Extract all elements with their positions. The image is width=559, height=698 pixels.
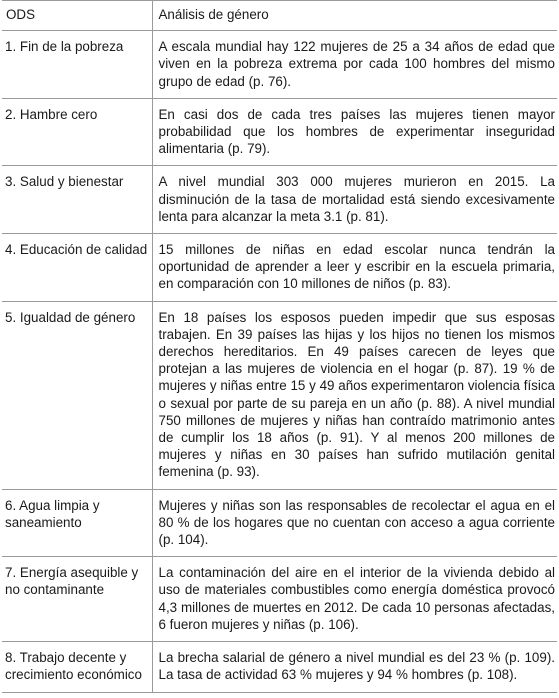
analysis-cell: La brecha salarial de género a nivel mundial es del 23 % (p. 109). La tasa de actividad 63 % mujeres y 94 % hombres (p. 108). bbox=[152, 642, 557, 692]
column-header-ods: ODS bbox=[2, 1, 152, 31]
analysis-cell: La contaminación del aire en el interior de la vivienda debido al uso de materiales combustibles como energía doméstica provocó 4,3 millones de muertes en 2012. De cada 10 personas afectadas, 6 fueron mujeres y niñas (p. 106). bbox=[152, 557, 557, 642]
ods-name-cell: 4. Educación de calidad bbox=[2, 234, 152, 302]
analysis-cell: En 18 países los esposos pueden impedir que sus esposas trabajen. En 39 países las hijas y los hijos no tienen los mismos derechos hereditarios. En 49 países carecen de leyes que protejan a las mujeres de violencia en el hogar (p. 87). 19 % de mujeres y niñas entre 15 y 49 años experimentaron violencia física o sexual por parte de su pareja en un año (p. 88). A nivel mundial 750 millones de mujeres y niñas han contraído matrimonio antes de cumplir los 18 años (p. 91). Y al menos 200 millones de mujeres y niñas en 30 países han sufrido mutilación genital femenina (p. 93). bbox=[152, 301, 557, 489]
analysis-cell: 15 millones de niñas en edad escolar nunca tendrán la oportunidad de aprender a leer y escribir en la escuela primaria, en comparación con 10 millones de niños (p. 83). bbox=[152, 234, 557, 302]
table-row bbox=[2, 642, 557, 692]
analysis-cell: En casi dos de cada tres países las mujeres tienen mayor probabilidad que los hombres de experimentar inseguridad alimentaria (p. 79). bbox=[152, 98, 557, 166]
table-row bbox=[2, 557, 557, 642]
table-row bbox=[2, 31, 557, 99]
table-row bbox=[2, 166, 557, 234]
ods-gender-table bbox=[2, 0, 557, 693]
ods-name-cell: 1. Fin de la pobreza bbox=[2, 31, 152, 99]
analysis-cell: A nivel mundial 303 000 mujeres murieron en 2015. La disminución de la tasa de mortalidad está siendo excesivamente lenta para alcanzar la meta 3.1 (p. 81). bbox=[152, 166, 557, 234]
ods-name-cell: 7. Energía asequible y no contaminante bbox=[2, 557, 152, 642]
ods-name-cell: 6. Agua limpia y saneamiento bbox=[2, 489, 152, 557]
ods-name-cell: 5. Igualdad de género bbox=[2, 301, 152, 489]
analysis-cell: A escala mundial hay 122 mujeres de 25 a 34 años de edad que viven en la pobreza extrema por cada 100 hombres del mismo grupo de edad (p. 76). bbox=[152, 31, 557, 99]
analysis-cell: Mujeres y niñas son las responsables de recolectar el agua en el 80 % de los hogares que no cuentan con acceso a agua corriente (p. 104). bbox=[152, 489, 557, 557]
table-row bbox=[2, 489, 557, 557]
ods-name-cell: 8. Trabajo decente y crecimiento económico bbox=[2, 642, 152, 692]
table-row bbox=[2, 234, 557, 302]
table-row bbox=[2, 301, 557, 489]
ods-name-cell: 2. Hambre cero bbox=[2, 98, 152, 166]
table-row bbox=[2, 98, 557, 166]
ods-name-cell: 3. Salud y bienestar bbox=[2, 166, 152, 234]
column-header-analysis: Análisis de género bbox=[152, 1, 557, 31]
table-header-row bbox=[2, 1, 557, 31]
